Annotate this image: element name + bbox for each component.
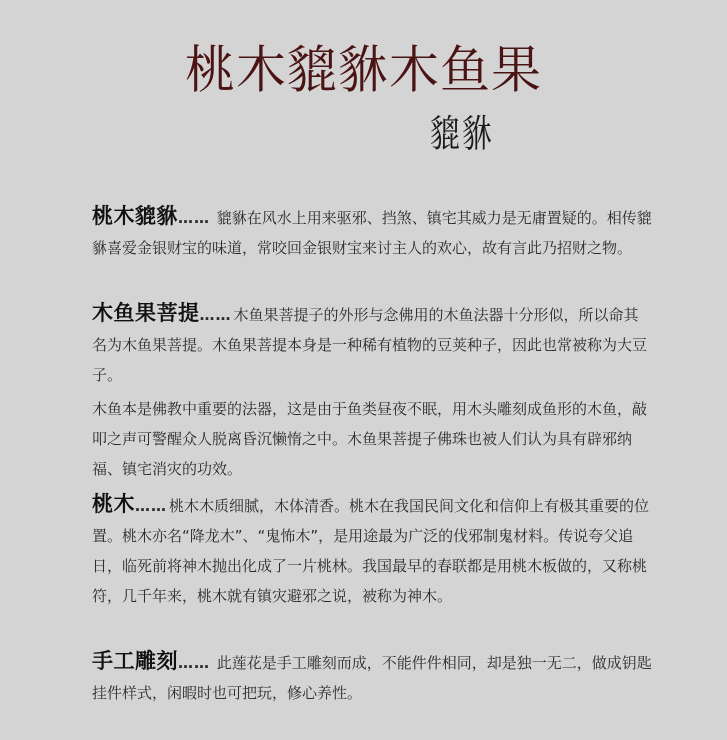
section-handcarving (92, 646, 652, 708)
section-dots: …… (135, 497, 167, 515)
section-taomu (92, 489, 652, 611)
section-extra-paragraph: 木鱼本是佛教中重要的法器，这是由于鱼类昼夜不眠，用木头雕刻成鱼形的木鱼，敲叩之声可警醒众人脱离昏沉懒惰之中。木鱼果菩提子佛珠也被人们认为具有辟邪纳福、镇宅消灾的功效。 (92, 400, 648, 478)
page-title: 桃木貔貅木鱼果 (185, 40, 542, 100)
section-dots: …… (178, 209, 210, 227)
section-text: 木鱼果菩提子的外形与念佛用的木鱼法器十分形似，所以命其名为木鱼果菩提。木鱼果菩提本身是一种稀有植物的豆荚种子，因此也常被称为大豆子。 (92, 306, 648, 384)
section-heading: 手工雕刻 (92, 649, 178, 673)
section-heading: 木鱼果菩提 (92, 301, 200, 325)
section-paragraph (92, 201, 652, 263)
section-dots: …… (199, 306, 232, 324)
section-text: 桃木木质细腻，木体清香。桃木在我国民间文化和信仰上有极其重要的位置。桃木亦名“降龙木”、“鬼怖木”，是用途最为广泛的伐邪制鬼材料。传说夸父追日，临死前将神木抛出化成了一片桃林。我国最早的春联都是用桃木板做的，又称桃符，几千年来，桃木就有镇灾避邪之说，被称为神木。 (92, 497, 650, 605)
section-heading: 桃木貔貅 (92, 204, 178, 228)
section-heading: 桃木 (92, 492, 135, 516)
page-subtitle: 貔貅 (430, 112, 494, 157)
section-muyuguo-puti (92, 298, 652, 484)
section-taomu-pixiu (92, 201, 652, 263)
section-text: 貔貅在风水上用来驱邪、挡煞、镇宅其威力是无庸置疑的。相传貔貅喜爱金银财宝的味道，常咬回金银财宝来讨主人的欢心，故有言此乃招财之物。 (92, 209, 652, 257)
section-paragraph (92, 646, 652, 708)
section-dots: …… (178, 654, 210, 672)
section-paragraph (92, 489, 652, 611)
section-paragraph (92, 298, 652, 390)
section-text: 此莲花是手工雕刻而成，不能件件相同，却是独一无二，做成钥匙挂件样式，闲暇时也可把玩，修心养性。 (92, 654, 652, 702)
